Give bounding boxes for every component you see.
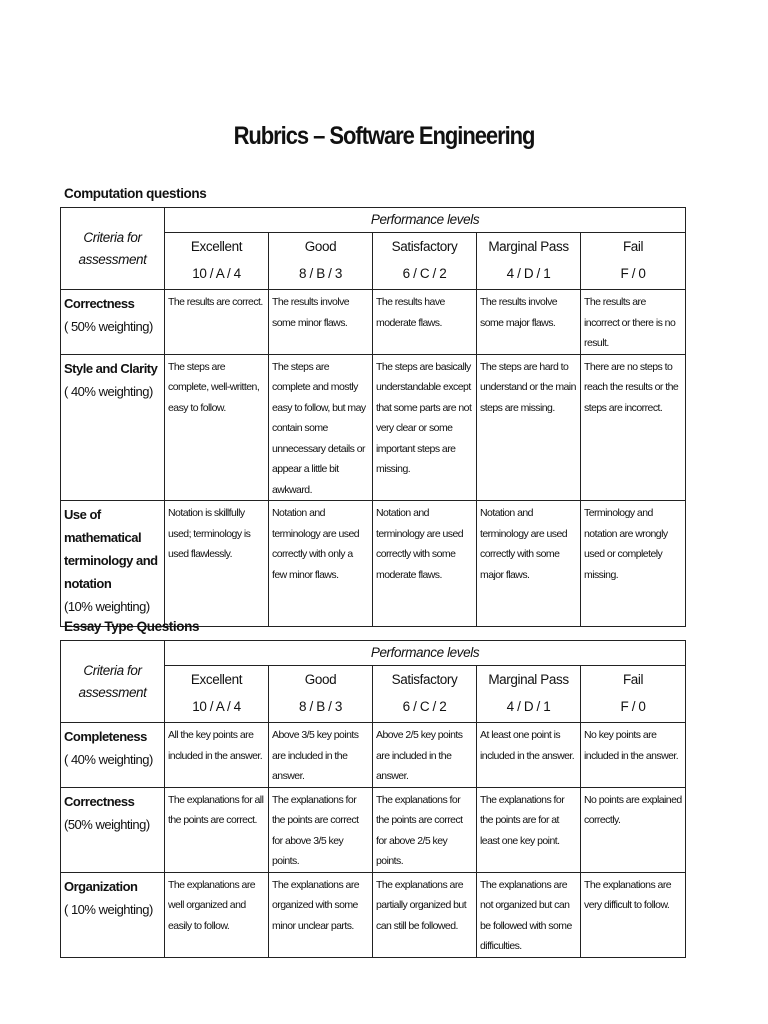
descriptor-good: The explanations are organized with some minor unclear parts. (269, 872, 373, 957)
performance-levels-header: Performance levels (165, 208, 686, 233)
criterion-name: Style and Clarity (64, 360, 158, 376)
descriptor-good: Above 3/5 key points are included in the answer. (269, 723, 373, 788)
descriptor-satisfactory: Notation and terminology are used correctly with some moderate flaws. (373, 501, 477, 627)
descriptor-excellent: The explanations for all the points are correct. (165, 787, 269, 872)
level-header-fail (581, 666, 686, 723)
criterion-weighting: ( 40% weighting) (64, 752, 153, 767)
level-header-marginal-pass (477, 666, 581, 723)
table-header-row (61, 208, 686, 233)
level-header-excellent (165, 666, 269, 723)
descriptor-satisfactory: Above 2/5 key points are included in the answer. (373, 723, 477, 788)
descriptor-satisfactory: The results have moderate flaws. (373, 290, 477, 355)
descriptor-satisfactory: The explanations are partially organized but can still be followed. (373, 872, 477, 957)
descriptor-good: The steps are complete and mostly easy to follow, but may contain some unnecessary details or appear a little bit awkward. (269, 354, 373, 501)
criterion-weighting: ( 40% weighting) (64, 383, 153, 399)
level-name: Fail (622, 239, 644, 254)
level-name: Satisfactory (391, 672, 458, 687)
descriptor-excellent: The steps are complete, well-written, easy to follow. (165, 354, 269, 501)
criterion-cell (61, 290, 165, 355)
rubric-table-computation (60, 207, 686, 627)
level-name: Marginal Pass (488, 239, 569, 254)
criterion-name: Correctness (64, 296, 135, 311)
descriptor-fail: No key points are included in the answer. (581, 723, 686, 788)
criterion-cell (61, 723, 165, 788)
level-grade: 10 / A / 4 (192, 699, 241, 714)
descriptor-excellent: All the key points are included in the answer. (165, 723, 269, 788)
level-name: Excellent (190, 239, 243, 254)
level-header-good (269, 233, 373, 290)
section-heading-computation: Computation questions (64, 186, 207, 201)
descriptor-marginal-pass: The explanations are not organized but can be followed with some difficulties. (477, 872, 581, 957)
performance-levels-header: Performance levels (165, 641, 686, 666)
descriptor-good: The results involve some minor flaws. (269, 290, 373, 355)
descriptor-fail: There are no steps to reach the results or the steps are incorrect. (581, 354, 686, 501)
level-header-satisfactory (373, 233, 477, 290)
page-title: Rubrics – Software Engineering (233, 122, 535, 150)
descriptor-satisfactory: The steps are basically understandable except that some parts are not very clear or some important steps are missing. (373, 354, 477, 501)
level-header-excellent (165, 233, 269, 290)
level-grade: 4 / D / 1 (506, 266, 551, 281)
level-grade: 4 / D / 1 (506, 699, 551, 714)
level-grade: 6 / C / 2 (402, 266, 447, 281)
level-header-fail (581, 233, 686, 290)
criterion-cell (61, 872, 165, 957)
level-grade: 8 / B / 3 (299, 266, 342, 281)
descriptor-marginal-pass: Notation and terminology are used correctly with some major flaws. (477, 501, 581, 627)
level-name: Good (304, 672, 337, 687)
criterion-weighting: ( 10% weighting) (64, 901, 153, 917)
criteria-header: Criteria for assessment (61, 208, 165, 290)
descriptor-marginal-pass: The steps are hard to understand or the main steps are missing. (477, 354, 581, 501)
level-name: Excellent (190, 672, 243, 687)
level-header-satisfactory (373, 666, 477, 723)
level-name: Marginal Pass (488, 672, 569, 687)
table-row (61, 290, 686, 355)
level-header-marginal-pass (477, 233, 581, 290)
table-row (61, 872, 686, 957)
level-header-good (269, 666, 373, 723)
criterion-cell (61, 787, 165, 872)
criterion-cell (61, 354, 165, 501)
level-grade: 10 / A / 4 (192, 266, 241, 281)
criterion-name: Organization (64, 878, 138, 894)
descriptor-excellent: Notation is skillfully used; terminology is used flawlessly. (165, 501, 269, 627)
descriptor-good: Notation and terminology are used correctly with only a few minor flaws. (269, 501, 373, 627)
descriptor-marginal-pass: The results involve some major flaws. (477, 290, 581, 355)
descriptor-fail: No points are explained correctly. (581, 787, 686, 872)
descriptor-fail: Terminology and notation are wrongly used or completely missing. (581, 501, 686, 627)
level-grade: 8 / B / 3 (299, 699, 342, 714)
criterion-weighting: ( 50% weighting) (64, 319, 153, 334)
level-grade: 6 / C / 2 (402, 699, 447, 714)
table-row (61, 354, 686, 501)
criterion-cell (61, 501, 165, 627)
descriptor-fail: The explanations are very difficult to follow. (581, 872, 686, 957)
descriptor-marginal-pass: At least one point is included in the answer. (477, 723, 581, 788)
descriptor-fail: The results are incorrect or there is no result. (581, 290, 686, 355)
descriptor-excellent: The explanations are well organized and easily to follow. (165, 872, 269, 957)
level-name: Good (304, 239, 337, 254)
descriptor-good: The explanations for the points are correct for above 3/5 key points. (269, 787, 373, 872)
rubric-table-essay (60, 640, 686, 958)
level-grade: F / 0 (620, 266, 646, 281)
criterion-name: Use of mathematical terminology and notation (64, 507, 158, 591)
criterion-weighting: (10% weighting) (64, 599, 150, 614)
level-grade: F / 0 (620, 699, 646, 714)
table-row (61, 787, 686, 872)
criterion-name: Completeness (64, 729, 147, 744)
table-row (61, 501, 686, 627)
table-header-row (61, 641, 686, 666)
descriptor-satisfactory: The explanations for the points are correct for above 2/5 key points. (373, 787, 477, 872)
descriptor-excellent: The results are correct. (165, 290, 269, 355)
criteria-header: Criteria for assessment (61, 641, 165, 723)
table-row (61, 723, 686, 788)
section-heading-essay: Essay Type Questions (64, 619, 200, 634)
level-name: Fail (622, 672, 644, 687)
criterion-weighting: (50% weighting) (64, 816, 150, 832)
descriptor-marginal-pass: The explanations for the points are for at least one key point. (477, 787, 581, 872)
level-name: Satisfactory (391, 239, 458, 254)
criterion-name: Correctness (64, 793, 135, 809)
